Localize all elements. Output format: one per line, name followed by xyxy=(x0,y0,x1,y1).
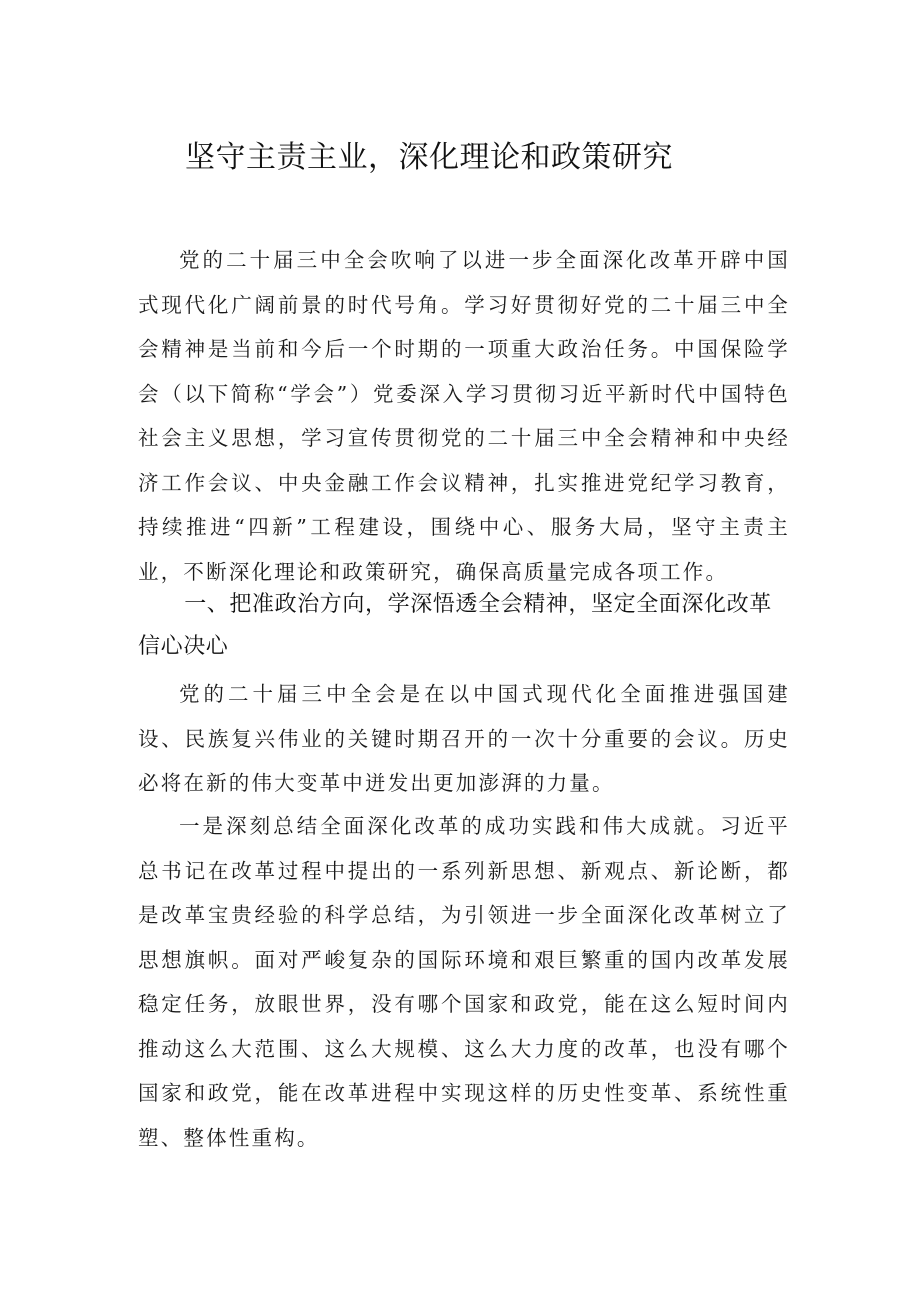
document-title: 坚守主责主业，深化理论和政策研究 xyxy=(185,140,673,175)
section1-paragraph-1: 党的二十届三中全会是在以中国式现代化全面推进强国建设、民族复兴伟业的关键时期召开的一次十分重要的会议。历史必将在新的伟大变革中迸发出更加澎湃的力量。 xyxy=(138,682,790,795)
section-heading-1: 一、把准政治方向，学深悟透全会精神，坚定全面深化改革信心决心 xyxy=(138,592,772,659)
intro-paragraph: 党的二十届三中全会吹响了以进一步全面深化改革开辟中国式现代化广阔前景的时代号角。学习好贯彻好党的二十届三中全会精神是当前和今后一个时期的一项重大政治任务。中国保险学会（以下简称“学会”）党委深入学习贯彻习近平新时代中国特色社会主义思想，学习宣传贯彻党的二十届三中全会精神和中央经济工作会议、中央金融工作会议精神，扎实推进党纪学习教育，持续推进“四新”工程建设，围绕中心、服务大局，坚守主责主业，不断深化理论和政策研究，确保高质量完成各项工作。 xyxy=(138,248,790,584)
section1-paragraph-2: 一是深刻总结全面深化改革的成功实践和伟大成就。习近平总书记在改革过程中提出的一系列新思想、新观点、新论断，都是改革宝贵经验的科学总结，为引领进一步全面深化改革树立了思想旗帜。面对严峻复杂的国际环境和艰巨繁重的国内改革发展稳定任务，放眼世界，没有哪个国家和政党，能在这么短时间内推动这么大范围、这么大规模、这么大力度的改革，也没有哪个国家和政党，能在改革进程中实现这样的历史性变革、系统性重塑、整体性重构。 xyxy=(138,814,790,1150)
